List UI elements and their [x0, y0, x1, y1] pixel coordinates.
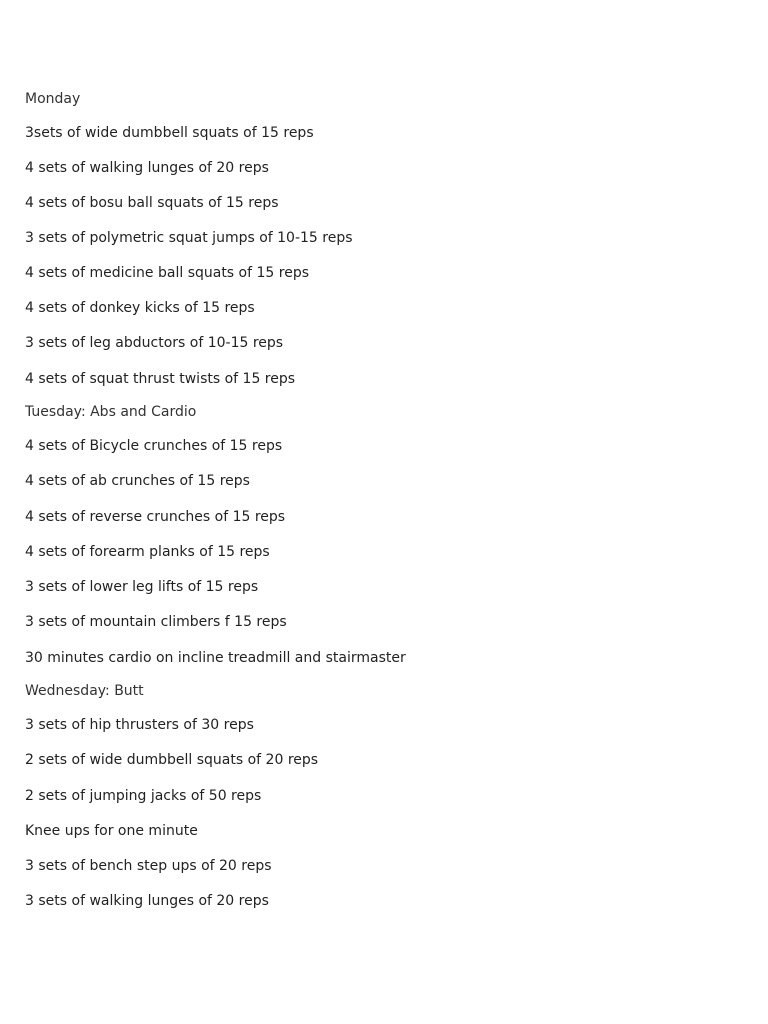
- list-item: 3 sets of mountain climbers f 15 reps: [25, 614, 287, 630]
- list-item: 4 sets of squat thrust twists of 15 reps: [25, 371, 296, 387]
- list-item: 4 sets of medicine ball squats of 15 reps: [25, 265, 310, 281]
- list-item: 3 sets of hip thrusters of 30 reps: [25, 717, 254, 733]
- list-item: 4 sets of reverse crunches of 15 reps: [25, 509, 286, 525]
- list-item: 4 sets of Bicycle crunches of 15 reps: [25, 438, 283, 454]
- section-heading-monday: Monday: [25, 91, 81, 107]
- list-item: 4 sets of forearm planks of 15 reps: [25, 544, 270, 560]
- list-item: 3 sets of bench step ups of 20 reps: [25, 858, 272, 874]
- section-heading-tuesday: Tuesday: Abs and Cardio: [25, 404, 197, 420]
- list-item: 4 sets of ab crunches of 15 reps: [25, 473, 250, 489]
- list-item: 4 sets of donkey kicks of 15 reps: [25, 300, 255, 316]
- list-item: 2 sets of wide dumbbell squats of 20 reps: [25, 752, 319, 768]
- list-item: 3 sets of lower leg lifts of 15 reps: [25, 579, 259, 595]
- workout-document: [25, 0, 745, 1024]
- list-item: 4 sets of walking lunges of 20 reps: [25, 160, 269, 176]
- list-item: 2 sets of jumping jacks of 50 reps: [25, 788, 262, 804]
- list-item: 3 sets of walking lunges of 20 reps: [25, 893, 269, 909]
- section-heading-wednesday: Wednesday: Butt: [25, 683, 144, 699]
- list-item: 3 sets of polymetric squat jumps of 10-15 reps: [25, 230, 353, 246]
- list-item: 30 minutes cardio on incline treadmill and stairmaster: [25, 650, 406, 666]
- list-item: 4 sets of bosu ball squats of 15 reps: [25, 195, 279, 211]
- list-item: 3 sets of leg abductors of 10-15 reps: [25, 335, 284, 351]
- list-item: Knee ups for one minute: [25, 823, 198, 839]
- list-item: 3sets of wide dumbbell squats of 15 reps: [25, 125, 314, 141]
